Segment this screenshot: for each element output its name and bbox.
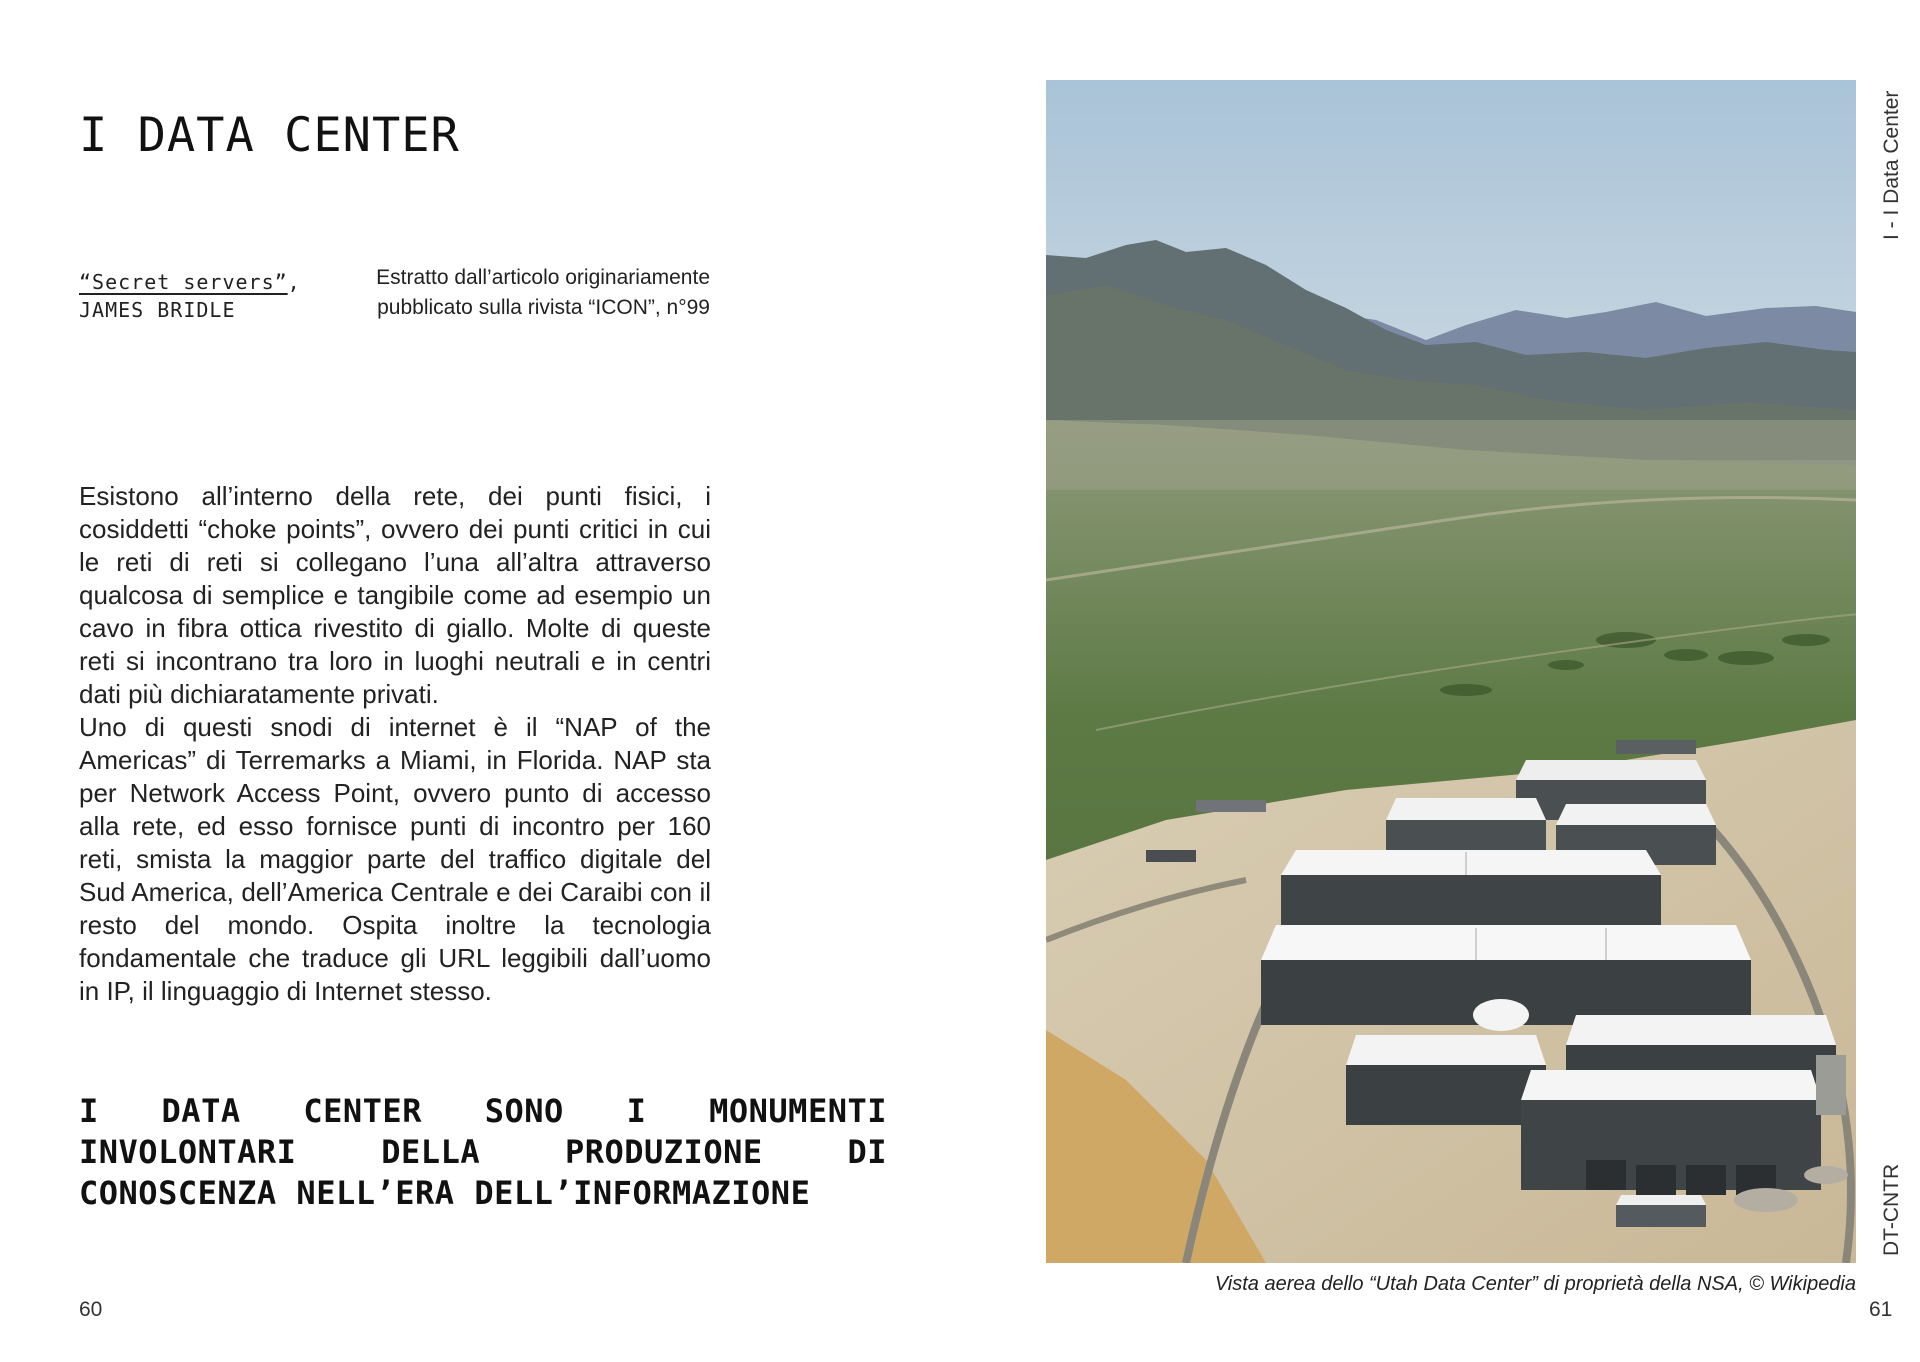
page-number-left: 60 [79,1298,103,1321]
page-number-right: 61 [1869,1298,1893,1321]
aerial-photo [1046,80,1856,1263]
pull-quote: I DATA CENTER SONO I MONUMENTI INVOLONTARI DELLA PRODUZIONE DI CONOSCENZA NELL’ERA DELL’INFORMAZIONE [79,1092,887,1212]
source-separator: , [287,270,300,294]
article-title-link[interactable]: “Secret servers” [79,270,288,294]
article-source [79,268,300,324]
photo-caption: Vista aerea dello “Utah Data Center” di proprietà della NSA, © Wikipedia [1214,1273,1856,1295]
excerpt-note-line-2: pubblicato sulla rivista “ICON”, n°99 [377,296,710,319]
aerial-photo-illustration [1046,80,1856,1263]
body-paragraph-1: Esistono all’interno della rete, dei punti fisici, i cosiddetti “choke points”, ovvero dei punti critici in cui le reti di reti si collegano l’una all’altra attraverso qualcosa di semplice e tangibile come ad esempio un cavo in fibra ottica rivestito di giallo. Molte di queste reti si incontrano tra loro in luoghi neutrali e in centri dati più dichiaratamente privati. [79,481,711,709]
excerpt-note [330,263,710,323]
body-paragraph-2: Uno di questi snodi di internet è il “NAP of the Americas” di Terremarks a Miami, in Florida. NAP sta per Network Access Point, ovvero punto di accesso alla rete, ed esso fornisce punti di incontro per 160 reti, smista la maggior parte del traffico digitale del Sud America, dell’America Centrale e dei Caraibi con il resto del mondo. Ospita inoltre la tecnologia fondamentale che traduce gli URL leggibili dall’uomo in IP, il linguaggio di Internet stesso. [79,712,711,1006]
body-text [79,480,711,1008]
chapter-side-label: I - I Data Center [1880,90,1903,240]
article-author: JAMES BRIDLE [79,298,236,322]
page-title: I DATA CENTER [79,108,460,163]
excerpt-note-line-1: Estratto dall’articolo originariamente [376,266,710,289]
section-code-side-label: DT-CNTR [1880,1163,1903,1256]
